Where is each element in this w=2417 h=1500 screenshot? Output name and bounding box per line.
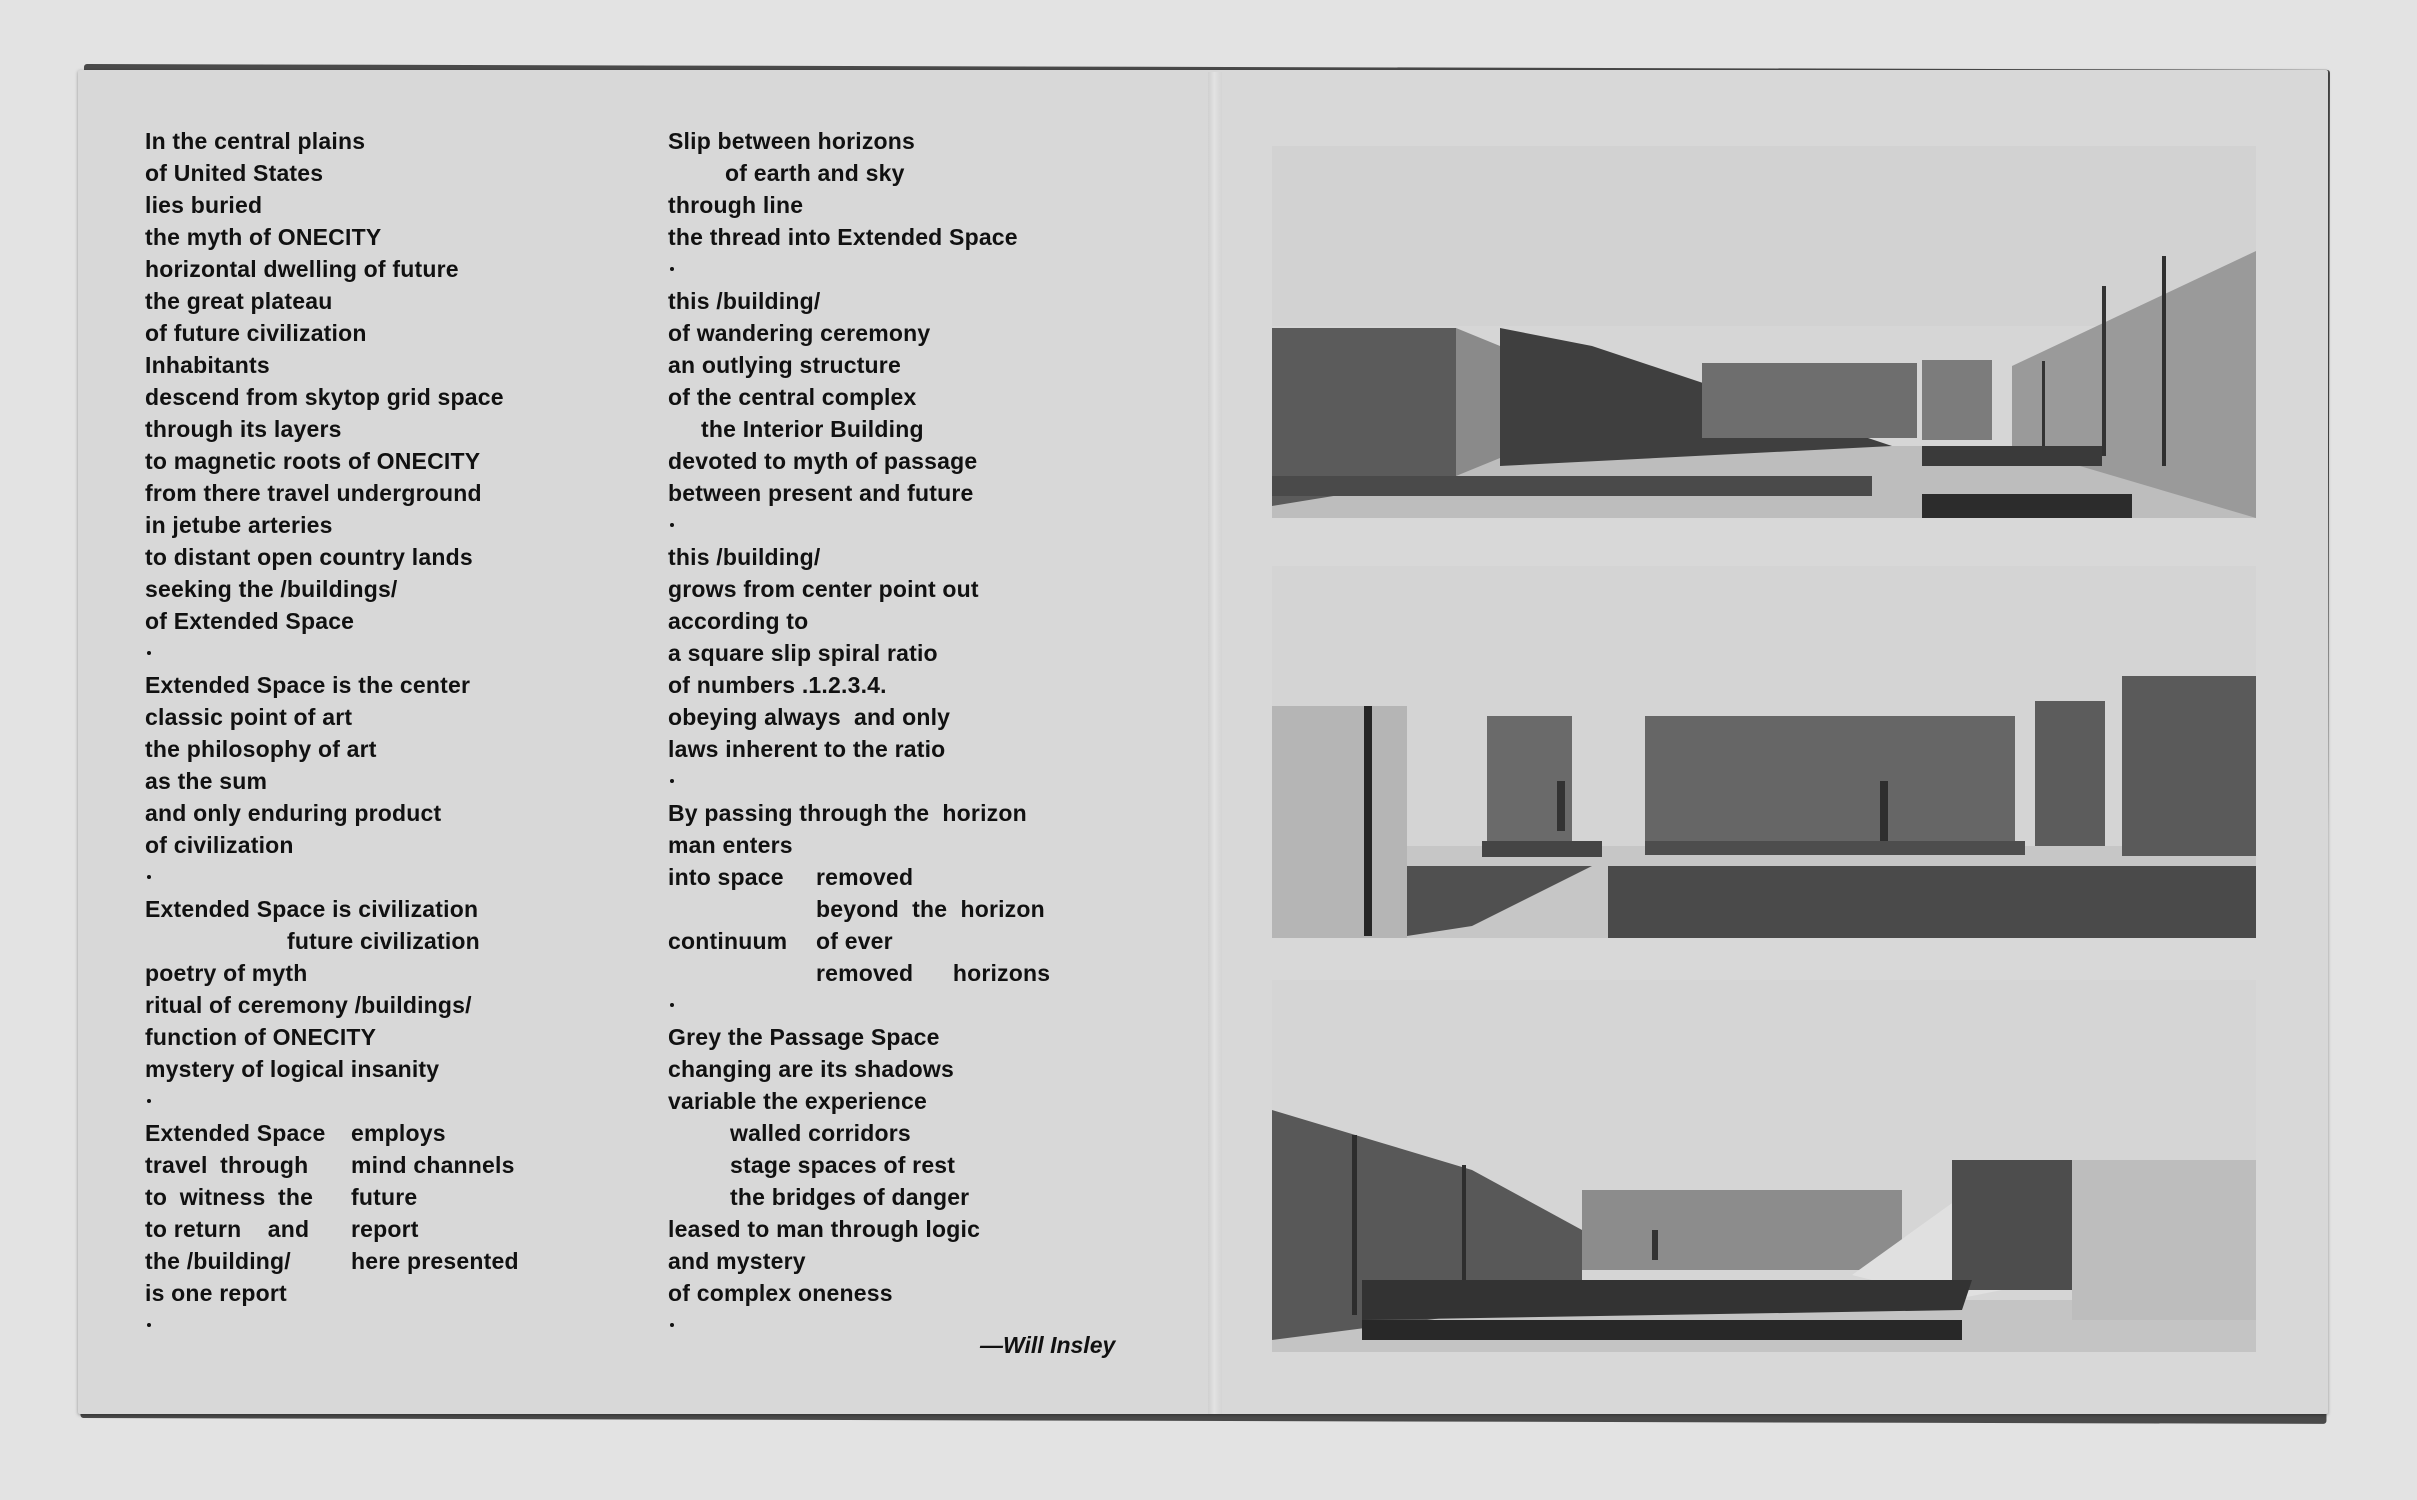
poem-line: ritual of ceremony /buildings/	[145, 992, 472, 1018]
poem-line: the thread into Extended Space	[668, 224, 1018, 250]
poem-line: stage spaces of rest	[730, 1152, 956, 1178]
poem-line-left: to return and	[145, 1216, 310, 1242]
poem-line-left: to witness the	[145, 1184, 314, 1210]
poem-line: this /building/	[668, 288, 821, 314]
poem-line: Extended Space is civilization	[145, 896, 479, 922]
poem-line	[145, 1149, 645, 1181]
poem-line: the great plateau	[145, 288, 333, 314]
poem-line: walled corridors	[730, 1120, 911, 1146]
poem-line-left	[668, 957, 816, 989]
poem-line: through its layers	[145, 416, 342, 442]
poem-line-right: removed	[816, 864, 914, 890]
poem-line	[145, 1181, 645, 1213]
poem-line: of earth and sky	[725, 160, 905, 186]
poem-line: of complex oneness	[668, 1280, 893, 1306]
poem-line: man enters	[668, 832, 793, 858]
poem-line: an outlying structure	[668, 352, 901, 378]
poem-line-left: continuum	[668, 928, 788, 954]
poem-line: poetry of myth	[145, 960, 308, 986]
poem-line-left: travel through	[145, 1152, 309, 1178]
poem-line-right: here presented	[351, 1248, 519, 1274]
poem-line: devoted to myth of passage	[668, 448, 978, 474]
stanza-dot	[145, 1309, 645, 1341]
poem-line: in jetube arteries	[145, 512, 333, 538]
poem-line-left: into space	[668, 864, 784, 890]
stanza-dot	[668, 509, 1188, 541]
stanza-dot	[145, 1085, 645, 1117]
poem-line: Grey the Passage Space	[668, 1024, 940, 1050]
poem-line: as the sum	[145, 768, 268, 794]
poem-line-right: future	[351, 1184, 418, 1210]
poem-line: to magnetic roots of ONECITY	[145, 448, 481, 474]
poem-line	[145, 1245, 645, 1277]
poem-line: a square slip spiral ratio	[668, 640, 938, 666]
architecture-photo-1-image	[1272, 146, 2256, 518]
poem-line: the myth of ONECITY	[145, 224, 382, 250]
architecture-photo-1	[1272, 146, 2256, 518]
stanza-dot	[668, 253, 1188, 285]
poem-line: leased to man through logic	[668, 1216, 981, 1242]
poem-line: and mystery	[668, 1248, 806, 1274]
stanza-dot	[145, 637, 645, 669]
poem-line	[145, 1213, 645, 1245]
poem-line: of civilization	[145, 832, 294, 858]
poem-line	[668, 957, 1188, 989]
poem-line-right: employs	[351, 1120, 446, 1146]
stanza-dot	[668, 765, 1188, 797]
poem-line: of the central complex	[668, 384, 917, 410]
poem-column-middle	[668, 125, 1188, 1341]
poem-line: of numbers .1.2.3.4.	[668, 672, 887, 698]
poem-line: is one report	[145, 1280, 287, 1306]
poem-line-right: removed horizons	[816, 960, 1051, 986]
poem-line: of Extended Space	[145, 608, 355, 634]
poem-line: changing are its shadows	[668, 1056, 954, 1082]
poem-line: of wandering ceremony	[668, 320, 931, 346]
poem-line: Extended Space is the center	[145, 672, 471, 698]
poem-line	[668, 861, 1188, 893]
poem-line: to distant open country lands	[145, 544, 473, 570]
poem-line-left	[668, 893, 816, 925]
poem-line	[145, 1117, 645, 1149]
architecture-photo-3-image	[1272, 980, 2256, 1352]
architecture-photo-2	[1272, 566, 2256, 938]
poem-line-right: of ever	[816, 928, 893, 954]
poem-line	[668, 925, 1188, 957]
poem-line: and only enduring product	[145, 800, 442, 826]
poem-line: obeying always and only	[668, 704, 951, 730]
architecture-photo-2-image	[1272, 566, 2256, 938]
poem-line: of United States	[145, 160, 324, 186]
poem-line: By passing through the horizon	[668, 800, 1027, 826]
poem-line: grows from center point out	[668, 576, 979, 602]
poem-line: classic point of art	[145, 704, 353, 730]
poem-line: from there travel underground	[145, 480, 482, 506]
poem-line: this /building/	[668, 544, 821, 570]
poem-line-right: mind channels	[351, 1152, 515, 1178]
poem-line: through line	[668, 192, 804, 218]
poem-line-right: report	[351, 1216, 419, 1242]
poem-line-right: beyond the horizon	[816, 896, 1045, 922]
author-signature: —Will Insley	[980, 1332, 1116, 1358]
poem-line: the bridges of danger	[730, 1184, 970, 1210]
poem-line: future civilization	[287, 928, 480, 954]
poem-line: mystery of logical insanity	[145, 1056, 440, 1082]
poem-line: descend from skytop grid space	[145, 384, 504, 410]
poem-line: between present and future	[668, 480, 974, 506]
poem-line	[668, 893, 1188, 925]
poem-line: function of ONECITY	[145, 1024, 377, 1050]
poem-line: Slip between horizons	[668, 128, 916, 154]
poem-line: lies buried	[145, 192, 263, 218]
poem-line: horizontal dwelling of future	[145, 256, 459, 282]
architecture-photo-3	[1272, 980, 2256, 1352]
poem-line: the Interior Building	[701, 416, 924, 442]
stanza-dot	[145, 861, 645, 893]
poem-column-left	[145, 125, 645, 1341]
poem-line-left: Extended Space	[145, 1120, 326, 1146]
poem-line: laws inherent to the ratio	[668, 736, 946, 762]
poem-line: seeking the /buildings/	[145, 576, 398, 602]
poem-line: of future civilization	[145, 320, 367, 346]
poem-line: variable the experience	[668, 1088, 928, 1114]
stanza-dot	[668, 989, 1188, 1021]
booklet-spine	[1208, 72, 1222, 1414]
poem-line: In the central plains	[145, 128, 366, 154]
poem-line: the philosophy of art	[145, 736, 377, 762]
poem-line: Inhabitants	[145, 352, 270, 378]
poem-line-left: the /building/	[145, 1248, 291, 1274]
poem-line: according to	[668, 608, 809, 634]
